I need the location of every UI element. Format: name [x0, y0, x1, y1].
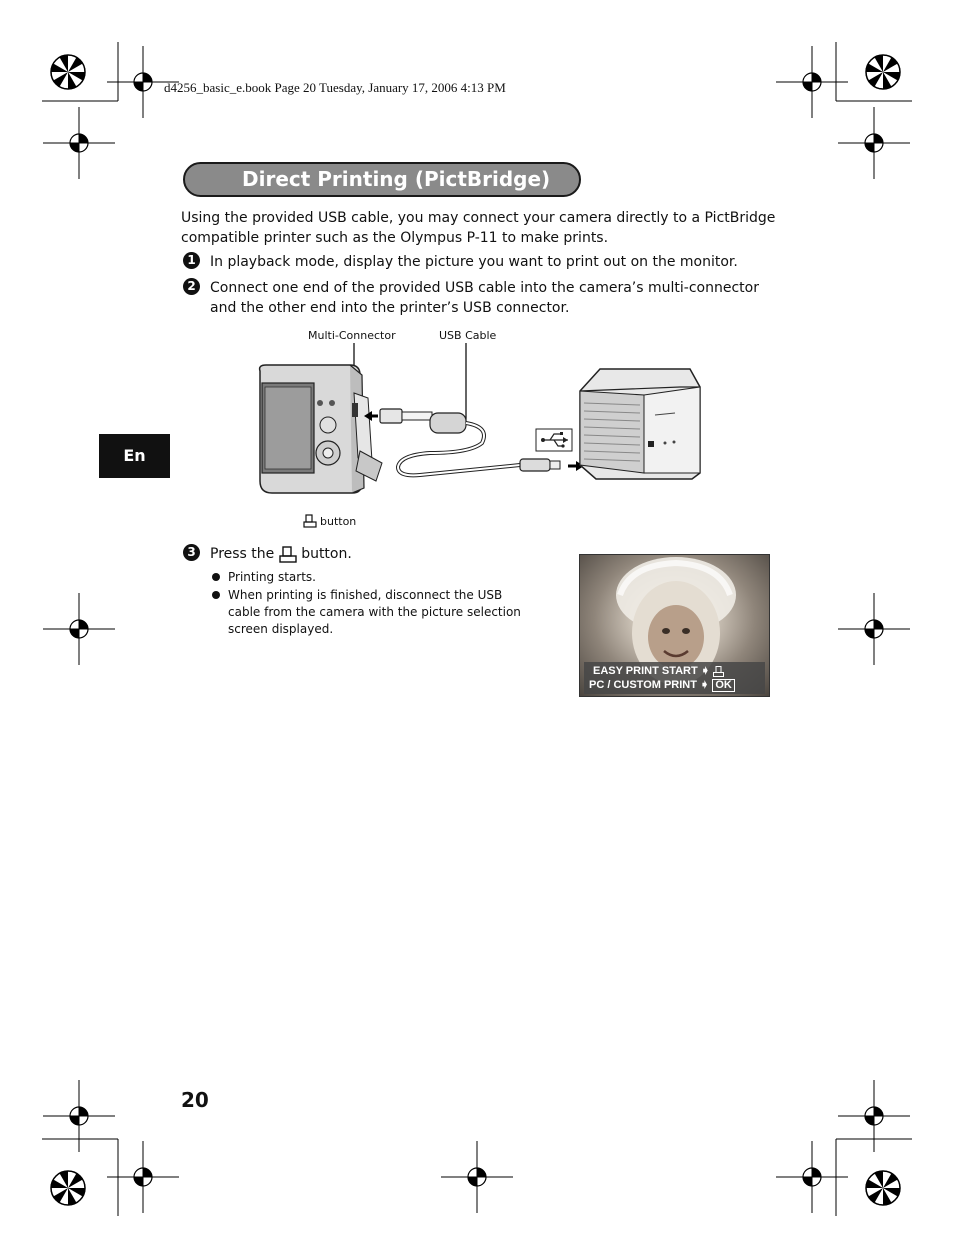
intro-line: compatible printer such as the Olympus P-11 to make prints.	[181, 230, 609, 246]
file-info-header: d4256_basic_e.book Page 20 Tuesday, January 17, 2006 4:13 PM	[164, 80, 506, 95]
bullet-line: screen displayed.	[228, 622, 334, 636]
step-2-line: Connect one end of the provided USB cable into the camera’s multi-connector	[210, 280, 759, 296]
arrow-right-icon: ➧	[700, 665, 710, 677]
step-2-line: and the other end into the printer’s USB connector.	[210, 300, 570, 316]
custom-print-label: PC / CUSTOM PRINT	[589, 679, 697, 691]
bullet-dot	[212, 591, 220, 599]
step-3-number: 3	[183, 544, 200, 561]
print-icon	[303, 514, 317, 528]
step-2-text	[210, 278, 759, 318]
usb-symbol-icon	[536, 429, 572, 451]
intro-paragraph	[181, 208, 781, 248]
page-number: 20	[181, 1088, 209, 1112]
bullet-dot	[212, 573, 220, 581]
language-tab: En	[99, 434, 170, 478]
step-3-after: button.	[301, 546, 352, 562]
step-1-number: 1	[183, 252, 200, 269]
usb-cable-label: USB Cable	[439, 329, 497, 342]
intro-line: Using the provided USB cable, you may connect your camera directly to a PictBridge	[181, 210, 776, 226]
print-icon	[713, 666, 724, 677]
bullet-line: Printing starts.	[228, 570, 316, 584]
printer-illustration	[580, 369, 700, 479]
page-title: Direct Printing (PictBridge)	[242, 167, 551, 191]
custom-print-option[interactable]	[589, 678, 735, 692]
arrow-right-icon: ➧	[700, 679, 710, 691]
print-icon	[279, 546, 297, 563]
easy-print-label: EASY PRINT START	[593, 665, 698, 677]
connection-illustration	[250, 343, 720, 508]
ok-button-icon: OK	[712, 679, 735, 692]
bullet-line: When printing is finished, disconnect the USB	[228, 588, 503, 602]
camera-illustration	[260, 365, 382, 493]
bullet-printing-starts	[228, 569, 316, 586]
step-3-text	[210, 544, 352, 564]
step-2-number: 2	[183, 278, 200, 295]
step-3-before: Press the	[210, 546, 275, 562]
bullet-line: cable from the camera with the picture selection	[228, 605, 521, 619]
bullet-disconnect	[228, 587, 521, 638]
multi-connector-label: Multi-Connector	[308, 329, 396, 342]
print-button-label: button	[320, 515, 357, 528]
easy-print-option[interactable]	[593, 664, 724, 677]
step-1-text: In playback mode, display the picture you want to print out on the monitor.	[210, 254, 738, 270]
